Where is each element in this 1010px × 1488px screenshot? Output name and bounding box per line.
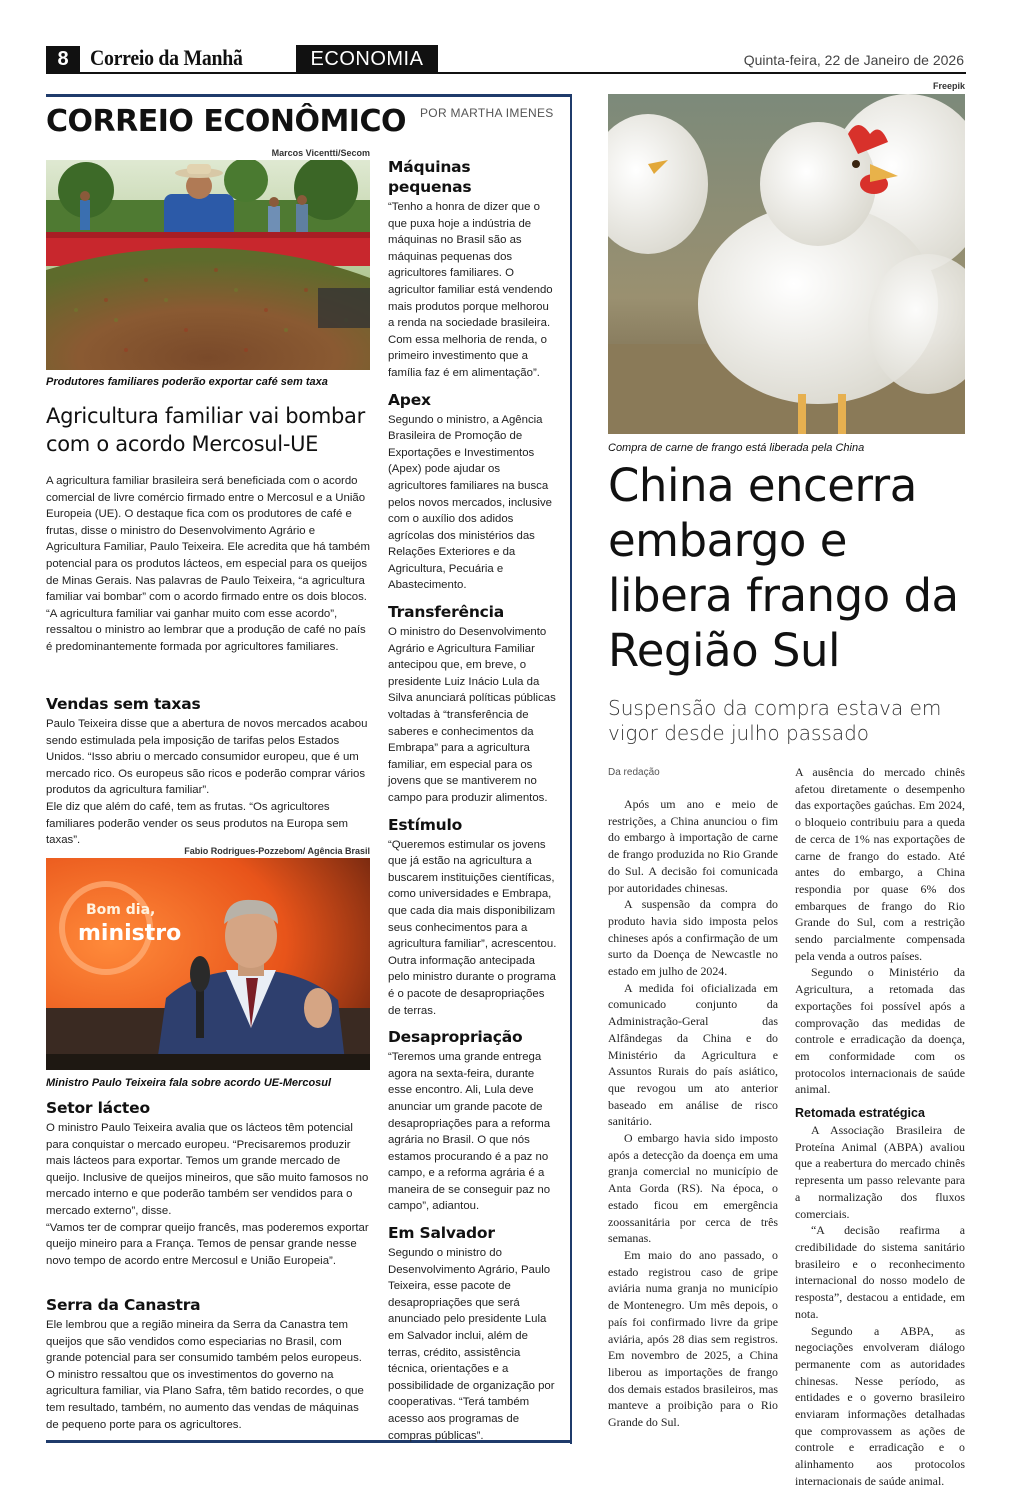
article-deck: Suspensão da compra estava em vigor desde julho passado [608,696,942,745]
main-headline: China encerra embargo e libera frango da Região Sul [608,459,959,677]
column-title: CORREIO ECONÔMICO [46,104,406,139]
photo-caption: Ministro Paulo Teixeira fala sobre acordo UE-Mercosul [46,1077,332,1089]
section-heading: Retomada estratégica [795,1106,925,1121]
section-heading: Estímulo [388,815,463,834]
column-frame-right [570,94,572,1444]
paragraph: “Tenho a honra de dizer que o que puxa hoje a indústria de máquinas no Brasil são as máquinas pequenas dos agricultores familiares. O agricultor familiar está vendendo mais produtos porque melhorou a renda na sociedade brasileira. Com essa melhoria de renda, o primeiro investimento que a família faz é em alimentação”. [388,201,553,379]
photo-caption: Produtores familiares poderão exportar café sem taxa [46,376,328,388]
article-body-col1 [608,796,778,1431]
paragraph: “Queremos estimular os jovens que já estão na agricultura a buscarem instituições científicas, como universidades e Embrapa, que cada dia mais disponibilizam seus conhecimentos para a agricultura familiar”, acrescentou. Outra informação antecipada pelo ministro durante o programa é o pacote de desapropriações de terras. [388,838,557,1017]
section-vendas [46,694,370,849]
paragraph: Segundo o ministro, a Agência Brasileira de Promoção de Exportações e Investimentos (Apex) pode ajudar os agricultores familiares na busca pelos novos mercados, inclusive com o auxílio dos adidos agrícolas dos ministérios das Relações Exteriores e da Agricultura, Pecuária e Abastecimento. [388,413,552,592]
paragraph: O ministro do Desenvolvimento Agrário e Agricultura Familiar antecipou que, em breve, o presidente Luiz Inácio Lula da Silva anunciará políticas públicas voltadas à “transferência de saberes e conhecimentos da Embrapa” para a agricultura familiar, em especial para os jovens que se mantiverem no campo para produzir alimentos. [388,626,556,804]
section-heading: Vendas sem taxas [46,695,201,713]
studio-sign: ministro [78,921,182,946]
section-heading: Serra da Canastra [46,1296,201,1314]
paragraph: O embargo havia sido imposto após a detecção da doença em uma granja comercial no município de Anta Gorda (RS). Na época, o estado ficou em emergência zoossanitária por cerca de três semanas. [608,1131,778,1246]
paragraph: “A decisão reafirma a credibilidade do sistema sanitário brasileiro e o reconhecimento internacional do nosso modelo de resposta”, destacou a entidade, em nota. [795,1223,965,1321]
section-label: ECONOMIA [296,45,438,73]
minister-photo [46,858,370,1070]
paragraph: A suspensão da compra do produto havia sido imposta pelos chineses após a confirmação de um surto da Doença de Newcastle no estado em julho de 2024. [608,897,778,979]
column-byline: POR MARTHA IMENES [420,106,554,120]
section-heading: Desapropriação [388,1028,523,1047]
paragraph: Segundo o ministro do Desenvolvimento Agrário, Paulo Teixeira, esse pacote de desapropriações que será anunciado pelo presidente Lula em Salvador inclui, além de terras, crédito, assistência técnica, orientações e a possibilidade de organização por cooperativas. “Terá também acesso aos programas de compras públicas”. [388,1247,555,1442]
photo-caption: Compra de carne de frango está liberada pela China [608,442,865,454]
page-number: 8 [46,46,80,72]
paragraph: Em maio do ano passado, o estado registrou caso de gripe aviária numa granja no município de Montenegro. Um mês depois, o país foi confirmado livre da gripe aviária, após 28 dias sem registros. Em novembro de 2025, a China liberou as importações de frango dos demais estados brasileiros, mas manteve a proibição para o Rio Grande do Sul. [608,1247,778,1430]
section-heading: Setor lácteo [46,1099,150,1117]
photo-credit: Marcos Vicentti/Secom [271,148,370,158]
photo-credit: Freepik [932,81,965,91]
issue-date: Quinta-feira, 22 de Janeiro de 2026 [743,52,964,68]
article-body-col2 [795,764,965,1488]
coffee-farmer-photo [46,160,370,370]
section-heading: Máquinas pequenas [388,158,472,196]
section-lacteo [46,1098,370,1269]
masthead-logo: Correio da Manhã [90,45,243,70]
article-byline: Da redação [608,767,660,778]
section-heading: Transferência [388,603,505,622]
paragraph: Segundo o Ministério da Agricultura, a retomada das exportações foi possível após a comprovação das medidas de controle e erradicação da doença, em conformidade com os protocolos internacionais de saúde animal. [795,965,965,1097]
paragraph: A agricultura familiar brasileira será beneficiada com o acordo comercial de livre comércio firmado entre o Mercosul e a União Europeia (UE). O destaque fica com os produtores de café e frutas, disse o ministro do Desenvolvimento Agrário e Agricultura Familiar, Paulo Teixeira. Ele acredita que há também potencial para os produtos lácteos, em especial para os queijos de Minas Gerais. Nas palavras de Paulo Teixeira, “a agricultura familiar vai bombar” com o acordo firmado entre os dois blocos. “A agricultura familiar vai ganhar muito com esse acordo”, ressaltou o ministro ao lembrar que a produção de café no país é predominantemente formada por agricultores familiares. [46,475,370,653]
header-rule [46,72,966,74]
section-canastra [46,1295,370,1433]
paragraph: Após um ano e meio de restrições, a China anunciou o fim do embargo à importação de carne de frango produzida no Rio Grande do Sul. A decisão foi comunicada por autoridades chinesas. [608,797,778,895]
middle-column [388,157,558,1444]
paragraph: Ele diz que além do café, tem as frutas. “Os agricultores familiares poderão vender os seus produtos na Europa sem taxas”. [46,800,349,847]
article-intro [46,473,370,656]
column-frame-top [46,94,572,97]
section-heading: Apex [388,390,431,409]
photo-credit: Fabio Rodrigues-Pozzebom/ Agência Brasil [184,846,370,856]
chicken-photo [608,94,965,434]
paragraph: O ministro Paulo Teixeira avalia que os lácteos têm potencial para conquistar o mercado europeu. “Precisaremos produzir mais lácteos para exportar. Temos um grande mercado de queijo. Inclusive de queijos mineiros, que são muito famosos no mercado interno e que poderão também ser vendidos para o mercado externo”, disse. [46,1122,369,1217]
article-headline: Agricultura familiar vai bombar com o acordo Mercosul-UE [46,404,365,456]
studio-sign: Bom dia, [86,902,156,918]
paragraph: Ele lembrou que a região mineira da Serra da Canastra tem queijos que são vendidos como especiarias no Brasil, com grande potencial para ser consumido também pelos europeus. O ministro ressaltou que os investimentos do governo na agricultura familiar, via Plano Safra, têm batido recordes, o que tem resultado, também, no aumento das vendas de máquinas de pequeno porte para os agricultores. [46,1319,364,1431]
paragraph: “Teremos uma grande entrega agora na sexta-feira, durante esse encontro. Ali, Lula deve anunciar um grande pacote de desapropriações para a reforma agrária no Brasil. O que nós estamos procurando é a paz no campo, e a reforma agrária é a maneira de se conseguir paz no campo”, adiantou. [388,1051,551,1213]
paragraph: Paulo Teixeira disse que a abertura de novos mercados acabou sendo estimulada pela imposição de tarifas pelos Estados Unidos. “Isso abriu o mercado consumidor europeu, que é um mercado rico. Os europeus são ricos e poderão comprar vários produtos da agricultura familiar”. [46,718,368,797]
paragraph: A medida foi oficializada em comunicado conjunto da Administração-Geral das Alfândegas da China e do Ministério da Agricultura e Assuntos Rurais do país asiático, que revogou um ato anterior baseado em análise de risco sanitário. [608,980,778,1129]
paragraph: A Associação Brasileira de Proteína Animal (ABPA) avaliou que a reabertura do mercado chinês representa um passo relevante para a normalização dos fluxos comerciais. [795,1123,965,1221]
paragraph: “Vamos ter de comprar queijo francês, mas poderemos exportar queijo mineiro para a França. Temos de pensar grande nesse novo tempo de acordo entre Mercosul e União Europeia”. [46,1221,369,1267]
paragraph: A ausência do mercado chinês afetou diretamente o desempenho das exportações gaúchas. Em 2024, o bloqueio contribuiu para a queda de cerca de 1% nas exportações de carne de frango do estado. Até antes do embargo, a China respondia por quase 6% dos embarques de frango do Rio Grande do Sul, com a restrição sendo parcialmente compensada pela venda a outros países. [795,765,965,963]
section-heading: Em Salvador [388,1224,495,1243]
paragraph: Segundo a ABPA, as negociações envolveram diálogo permanente com as autoridades chinesas. Nesse período, as entidades e o governo brasileiro enviaram informações detalhadas que comprovassem as ações de controle e erradicação e o alinhamento aos protocolos internacionais de saúde animal. [795,1323,965,1488]
